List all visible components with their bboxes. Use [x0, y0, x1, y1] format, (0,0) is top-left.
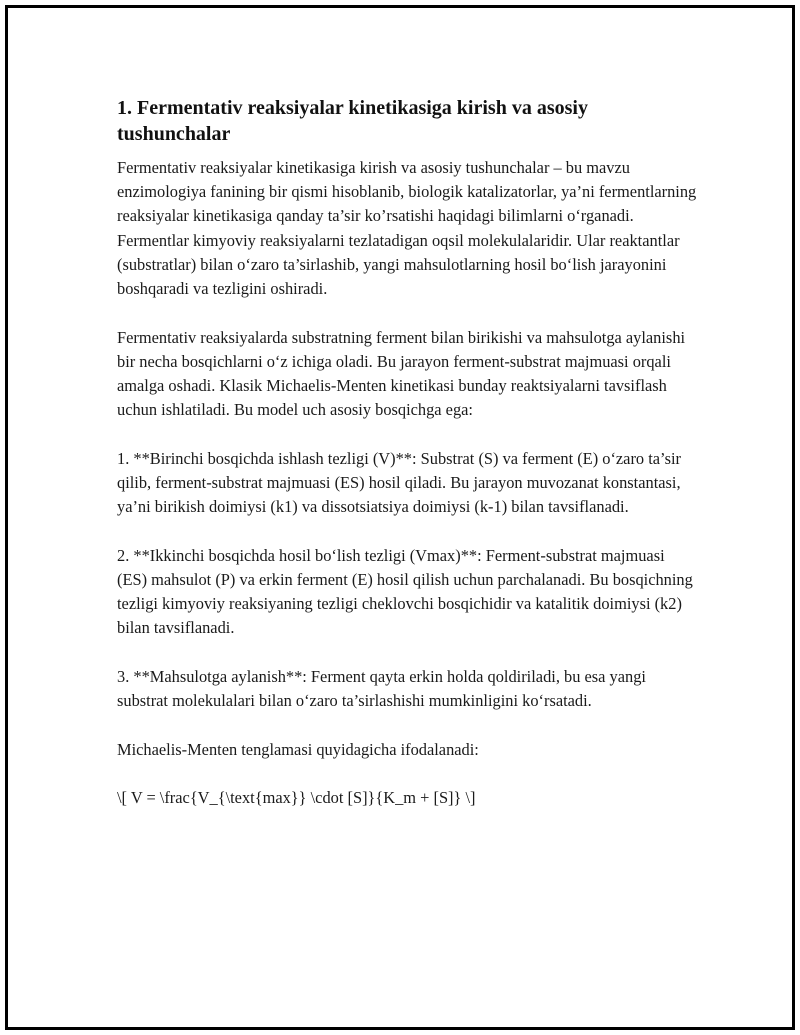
- paragraph-stage-1: 1. **Birinchi bosqichda ishlash tezligi (V)**: Substrat (S) va ferment (E) o‘zaro ta’sir qilib, ferment-substrat majmuasi (ES) hosil qiladi. Bu jarayon muvozanat konstantasi, ya’ni birikish doimiysi (k1) va dissotsiatsiya doimiysi (k-1) bilan tavsiflanadi.: [117, 448, 681, 517]
- document-body: [117, 95, 697, 835]
- section-heading: 1. Fermentativ reaksiyalar kinetikasiga kirish va asosiy tushunchalar: [117, 97, 588, 145]
- paragraph-equation-intro: Michaelis-Menten tenglamasi quyidagicha ifodalanadi:: [117, 739, 479, 759]
- paragraph-stage-2: 2. **Ikkinchi bosqichda hosil bo‘lish tezligi (Vmax)**: Ferment-substrat majmuasi (ES) mahsulot (P) va erkin ferment (E) hosil qilish uchun parchalanadi. Bu bosqichning tezligi kimyoviy reaksiyaning tezligi cheklovchi bosqichidir va katalitik doimiysi (k2) bilan tavsiflanadi.: [117, 545, 693, 638]
- paragraph-intro: Fermentativ reaksiyalar kinetikasiga kirish va asosiy tushunchalar – bu mavzu enzimologiya fanining bir qismi hisoblanib, biologik katalizatorlar, ya’ni fermentlarning reaksiyalar kinetikasiga qanday ta’sir ko’rsatishi haqidagi bilimlarni o‘rganadi. Fermentlar kimyoviy reaksiyalarni tezlatadigan oqsil molekulalaridir. Ular reaktantlar (substratlar) bilan o‘zaro ta’sirlashib, yangi mahsulotlarning hosil bo‘lish jarayonini boshqaradi va tezligini oshiradi.: [117, 158, 697, 299]
- equation-latex: \[ V = \frac{V_{\text{max}} \cdot [S]}{K_m + [S]} \]: [117, 788, 476, 808]
- paragraph-stages-overview: Fermentativ reaksiyalarda substratning ferment bilan birikishi va mahsulotga aylanishi bir necha bosqichlarni o‘z ichiga oladi. Bu jarayon ferment-substrat majmuasi orqali amalga oshadi. Klasik Michaelis-Menten kinetikasi bunday reaktsiyalarni tavsiflash uchun ishlatiladi. Bu model uch asosiy bosqichga ega:: [117, 327, 686, 420]
- paragraph-stage-3: 3. **Mahsulotga aylanish**: Ferment qayta erkin holda qoldiriladi, bu esa yangi substrat molekulalari bilan o‘zaro ta’sirlashishi mumkinligini ko‘rsatadi.: [117, 667, 646, 711]
